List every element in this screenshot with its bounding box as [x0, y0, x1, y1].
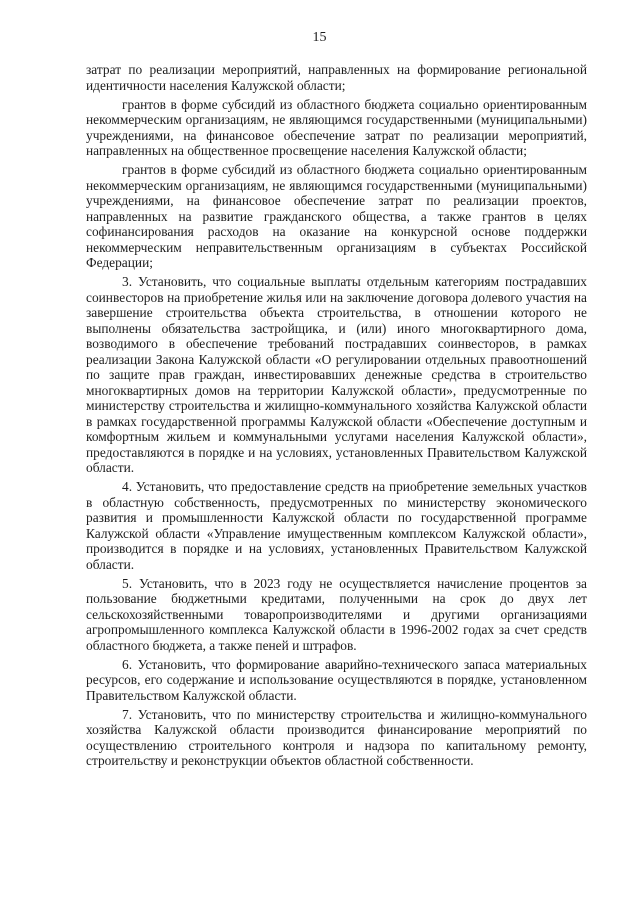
paragraph-item-3: 3. Установить, что социальные выплаты отдельным категориям пострадавших соинвесторов на приобретение жилья или на заключение договора долевого участия на завершение строительства объекта строительства, в отношении которого не выполнены обязательства застройщика, и (или) иного многоквартирного дома, возводимого в обеспечение требований пострадавших соинвесторов, в рамках реализации Закона Калужской области «О регулировании отдельных правоотношений по защите прав граждан, инвестировавших денежные средства в строительство многоквартирных домов на территории Калужской области», предусмотренные по министерству строительства и жилищно-коммунального хозяйства Калужской области в рамках государственной программы Калужской области «Обеспечение доступным и комфортным жильем и коммунальными услугами населения Калужской области», предоставляются в порядке и на условиях, установленных Правительством Калужской области. — [86, 274, 587, 475]
paragraph-item-7: 7. Установить, что по министерству строительства и жилищно-коммунального хозяйства Калужской области производится финансирование мероприятий по осуществлению строительного контроля и надзора по капитальному ремонту, строительству и реконструкции объектов областной собственности. — [86, 706, 587, 768]
paragraph-grants-public-education: грантов в форме субсидий из областного бюджета социально ориентированным некоммерческим организациям, не являющимся государственными (муниципальными) учреждениями, на финансовое обеспечение затрат по реализации мероприятий, направленных на общественное просвещение населения Калужской области; — [86, 96, 587, 158]
paragraph-item-5: 5. Установить, что в 2023 году не осуществляется начисление процентов за пользование бюджетными кредитами, полученными на срок до двух лет сельскохозяйственными товаропроизводителями и другими организациями агропромышленного комплекса Калужской области в 1996-2002 годах за счет средств областного бюджета, а также пеней и штрафов. — [86, 575, 587, 653]
paragraph-grants-civil-society: грантов в форме субсидий из областного бюджета социально ориентированным некоммерческим организациям, не являющимся государственными (муниципальными) учреждениями, на финансовое обеспечение затрат по реализации проектов, направленных на развитие гражданского общества, а также грантов в целях софинансирования расходов на оказание на конкурсной основе поддержки некоммерческим неправительственным организациям в субъектах Российской Федерации; — [86, 162, 587, 270]
paragraph-item-4: 4. Установить, что предоставление средств на приобретение земельных участков в областную собственность, предусмотренных по министерству экономического развития и промышленности Калужской области по государственной программе Калужской области «Управление имущественным комплексом Калужской области», производится в порядке и на условиях, установленных Правительством Калужской области. — [86, 479, 587, 572]
paragraph-continuation: затрат по реализации мероприятий, направленных на формирование региональной идентичности населения Калужской области; — [86, 62, 587, 93]
page-number: 15 — [312, 30, 327, 45]
document-body — [86, 62, 587, 769]
paragraph-item-6: 6. Установить, что формирование аварийно-технического запаса материальных ресурсов, его содержание и использование осуществляются в порядке, установленном Правительством Калужской области. — [86, 656, 587, 703]
